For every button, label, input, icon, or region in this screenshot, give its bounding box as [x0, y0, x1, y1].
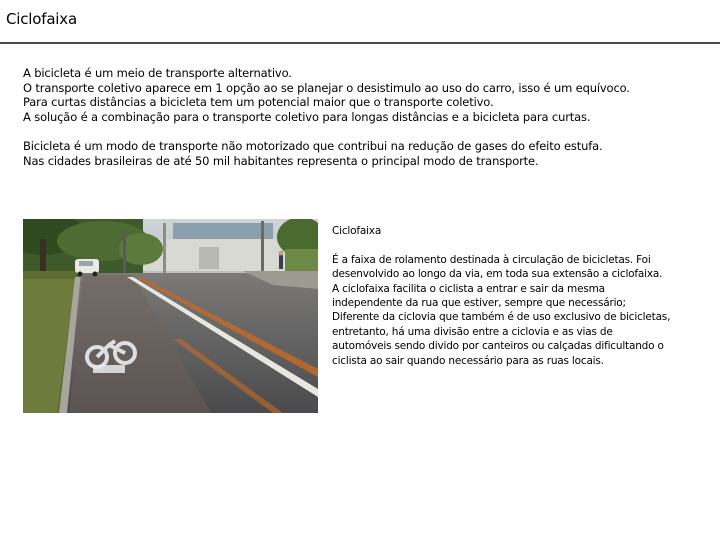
- bike-lane-photo: [23, 219, 318, 413]
- side-definition: É a faixa de rolamento destinada à circulação de bicicletas. Foi desenvolvido ao longo da via, em toda sua extensão a ciclofaixa.: [332, 253, 663, 281]
- intro-line: A solução é a combinação para o transporte coletivo para longas distâncias e a bicicleta para curtas.: [23, 109, 591, 124]
- title-divider: [0, 42, 720, 44]
- side-details: A ciclofaixa facilita o ciclista a entrar e sair da mesma independente da rua que estiver, sempre que necessário; Diferente da ciclovia que também é de uso exclusivo de bicicletas, entretanto, há uma divisão entre a ciclovia e as vias de automóveis sendo divido por canteiros ou calçadas dificultando o ciclista ao sair quando necessário para as ruas locais.: [332, 282, 671, 367]
- intro-line: O transporte coletivo aparece em 1 opção ao se planejar o desistimulo ao uso do carro, isso é um equívoco.: [23, 80, 630, 95]
- intro-line: Bicicleta é um modo de transporte não motorizado que contribui na redução de gases do efeito estufa.: [23, 138, 603, 153]
- paragraph-spacer: [332, 238, 672, 252]
- paragraph-spacer: [23, 124, 643, 139]
- side-heading: Ciclofaixa: [332, 225, 382, 237]
- intro-text: [23, 66, 643, 168]
- intro-line: Nas cidades brasileiras de até 50 mil habitantes representa o principal modo de transporte.: [23, 153, 539, 168]
- ciclofaixa-description: [332, 224, 672, 368]
- intro-line: Para curtas distâncias a bicicleta tem um potencial maior que o transporte coletivo.: [23, 95, 494, 110]
- intro-line: A bicicleta é um meio de transporte alternativo.: [23, 66, 292, 80]
- slide-title: Ciclofaixa: [6, 10, 77, 28]
